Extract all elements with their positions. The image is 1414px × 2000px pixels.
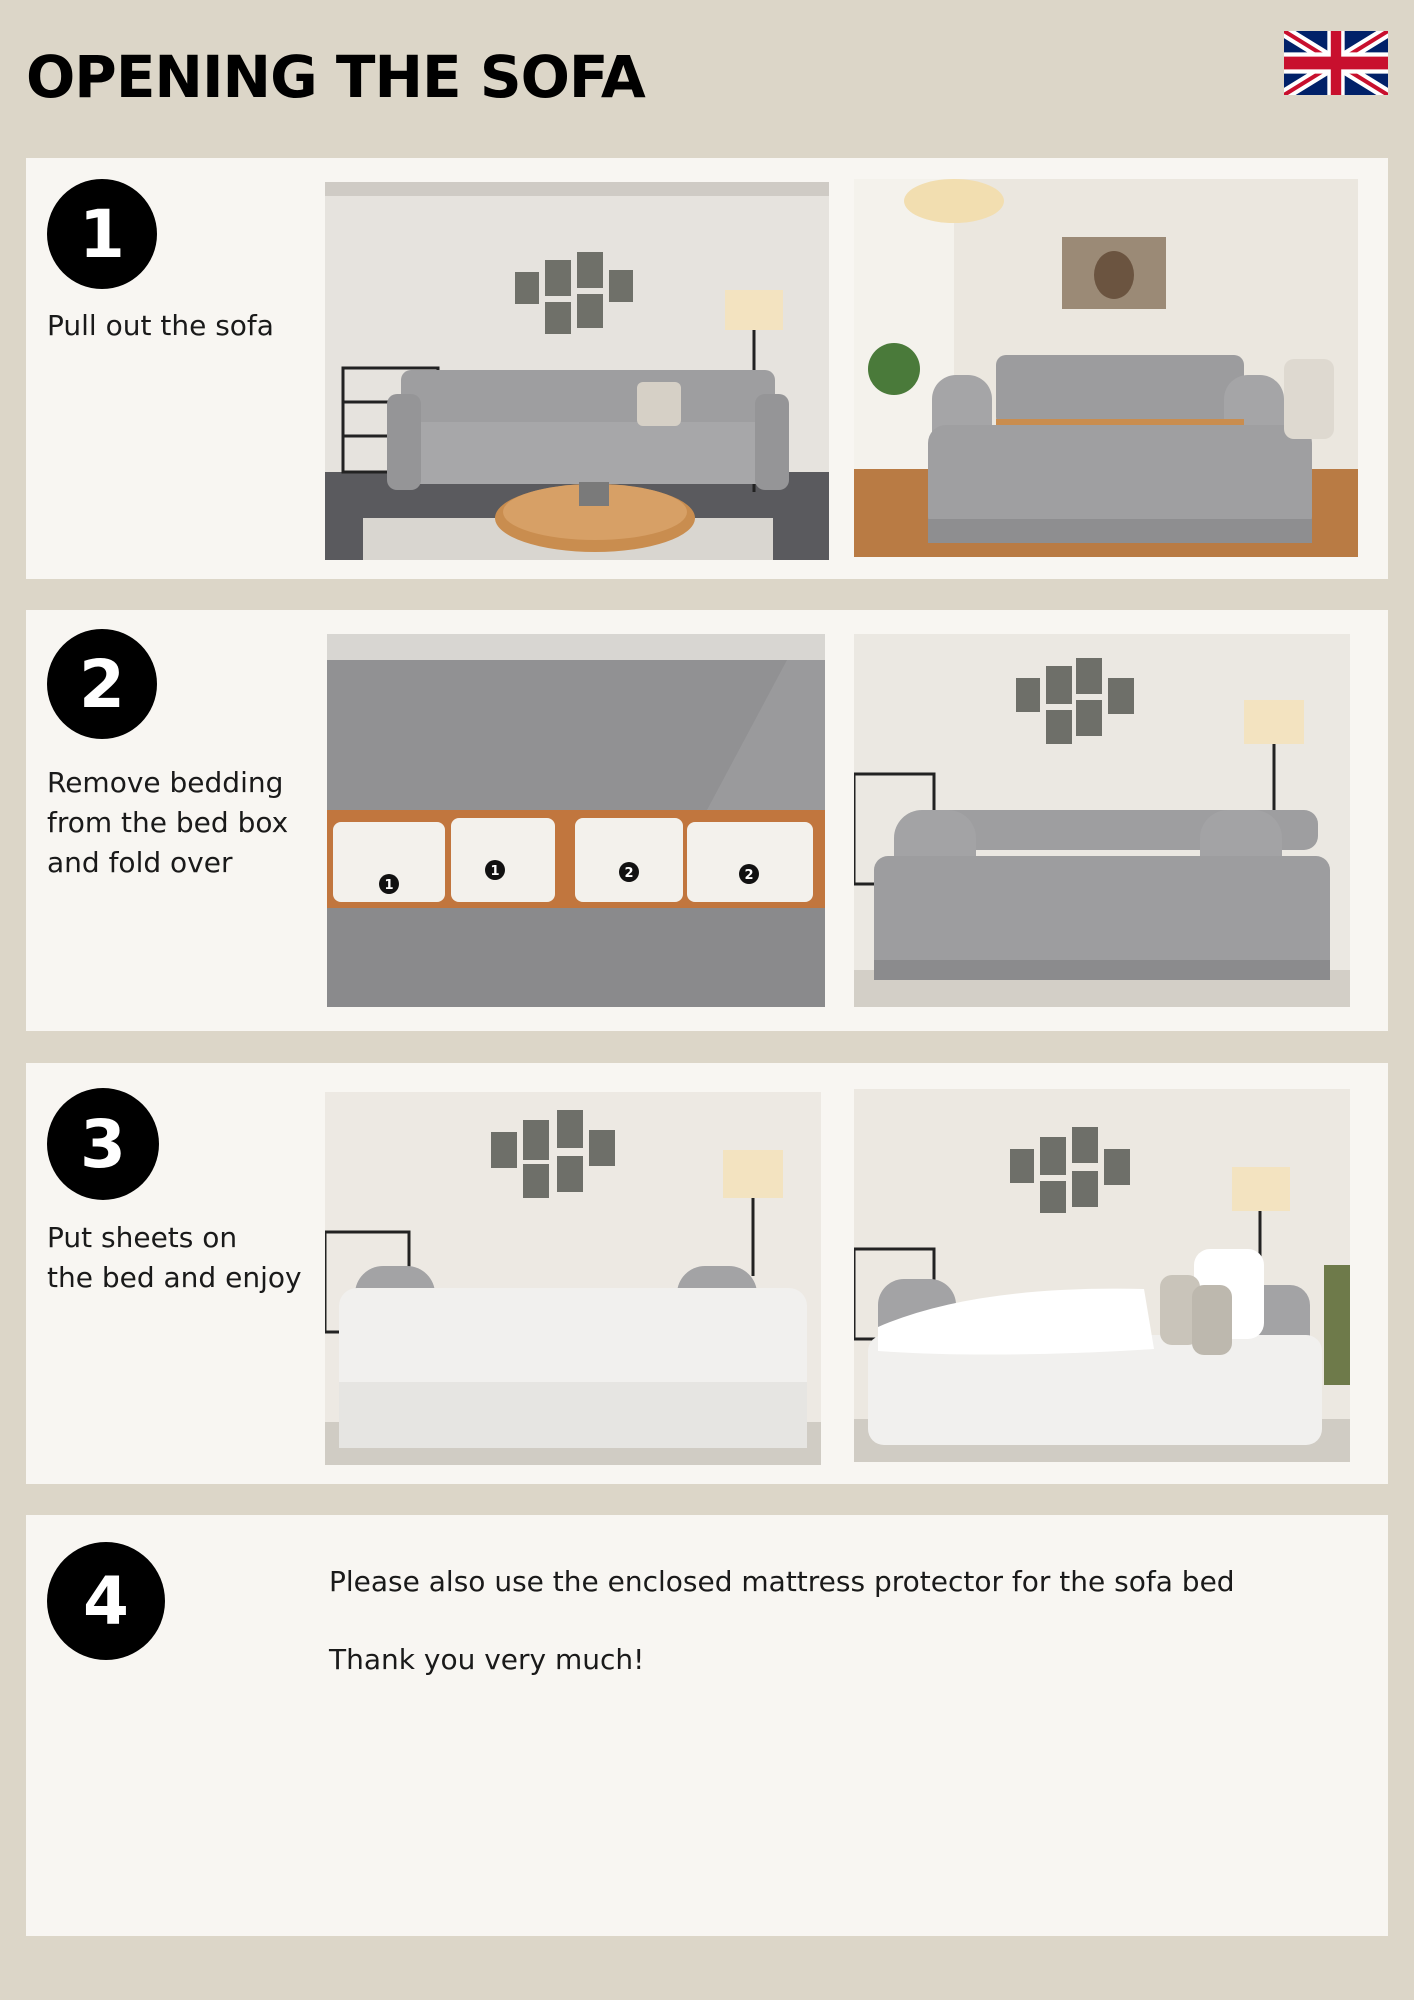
bed-made-with-pillows-photo (854, 1089, 1350, 1462)
bedding-pack-number: 1 (384, 878, 394, 893)
step-3-instruction: Put sheets on the bed and enjoy (47, 1221, 302, 1294)
step-3-card (26, 1063, 1388, 1484)
bedding-pack-number: 2 (744, 868, 754, 883)
step-1-instruction: Pull out the sofa (47, 309, 274, 342)
page-title: OPENING THE SOFA (26, 43, 645, 111)
step-1-number-badge: 1 (47, 179, 157, 289)
step-2-number-badge: 2 (47, 629, 157, 739)
step-2-instruction: Remove bedding from the bed box and fold over (47, 766, 289, 879)
step-4-number-badge: 4 (47, 1542, 165, 1660)
bed-with-sheet-photo (325, 1092, 821, 1465)
bedding-pack-number: 2 (624, 866, 634, 881)
mattress-protector-note: Please also use the enclosed mattress protector for the sofa bed (329, 1565, 1235, 1598)
step-4-card (26, 1515, 1388, 1936)
bed-box-bedding-photo (327, 634, 825, 1007)
step-1-card (26, 158, 1388, 579)
step-3-number-badge: 3 (47, 1088, 159, 1200)
sofa-closed-photo (325, 182, 829, 560)
sofa-pulled-out-photo (854, 179, 1358, 557)
thank-you-message: Thank you very much! (329, 1643, 645, 1676)
bedding-pack-number: 1 (490, 864, 500, 879)
united-kingdom-flag-icon[interactable] (1284, 31, 1388, 95)
sofa-bed-unfolded-photo (854, 634, 1350, 1007)
step-2-card (26, 610, 1388, 1031)
